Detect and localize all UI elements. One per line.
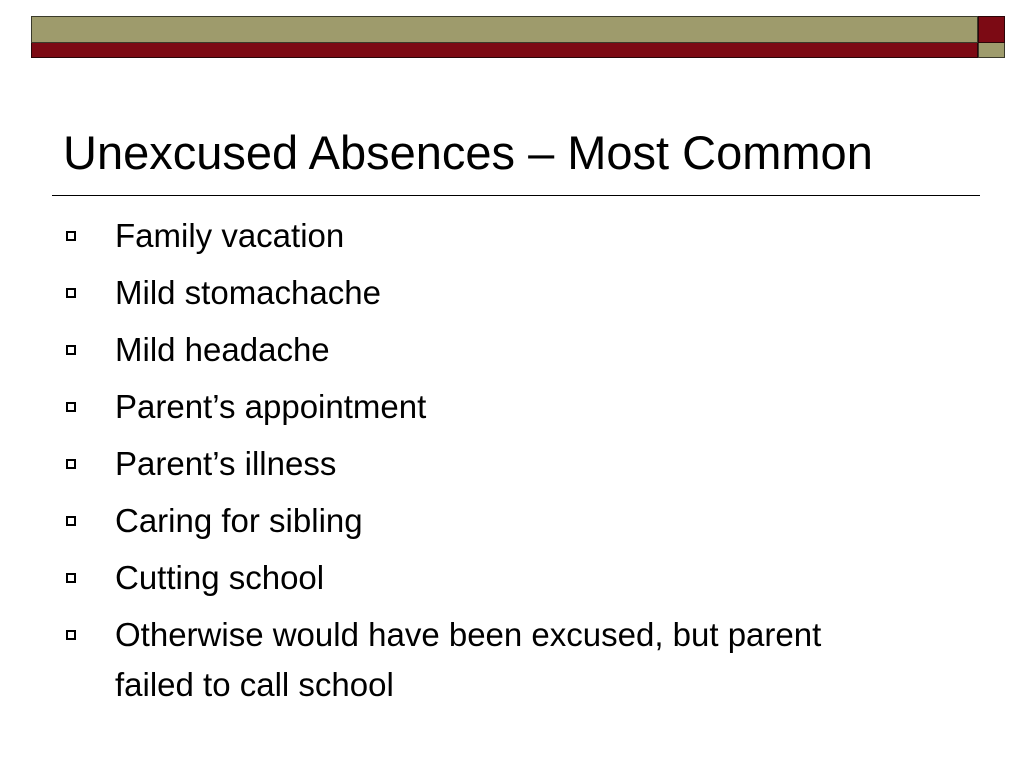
slide-title: Unexcused Absences – Most Common	[63, 126, 873, 179]
bullet-text: Mild stomachache	[115, 274, 381, 311]
hollow-square-bullet-icon	[66, 402, 76, 412]
hollow-square-bullet-icon	[66, 573, 76, 583]
header-olive-square	[978, 43, 1005, 58]
bullet-text: Parent’s illness	[115, 445, 337, 482]
header-olive-bar	[31, 16, 978, 43]
hollow-square-bullet-icon	[66, 288, 76, 298]
hollow-square-bullet-icon	[66, 459, 76, 469]
bullet-text: Parent’s appointment	[115, 388, 427, 425]
hollow-square-bullet-icon	[66, 630, 76, 640]
hollow-square-bullet-icon	[66, 345, 76, 355]
bullet-text: Otherwise would have been excused, but parent failed to call school	[115, 616, 822, 703]
hollow-square-bullet-icon	[66, 231, 76, 241]
bullet-text: Caring for sibling	[115, 502, 363, 539]
bullet-text: Family vacation	[115, 217, 345, 254]
bullet-text: Cutting school	[115, 559, 325, 596]
hollow-square-bullet-icon	[66, 516, 76, 526]
header-maroon-square	[978, 16, 1005, 43]
title-divider	[52, 195, 980, 196]
header-maroon-bar	[31, 43, 978, 58]
bullet-text: Mild headache	[115, 331, 330, 368]
